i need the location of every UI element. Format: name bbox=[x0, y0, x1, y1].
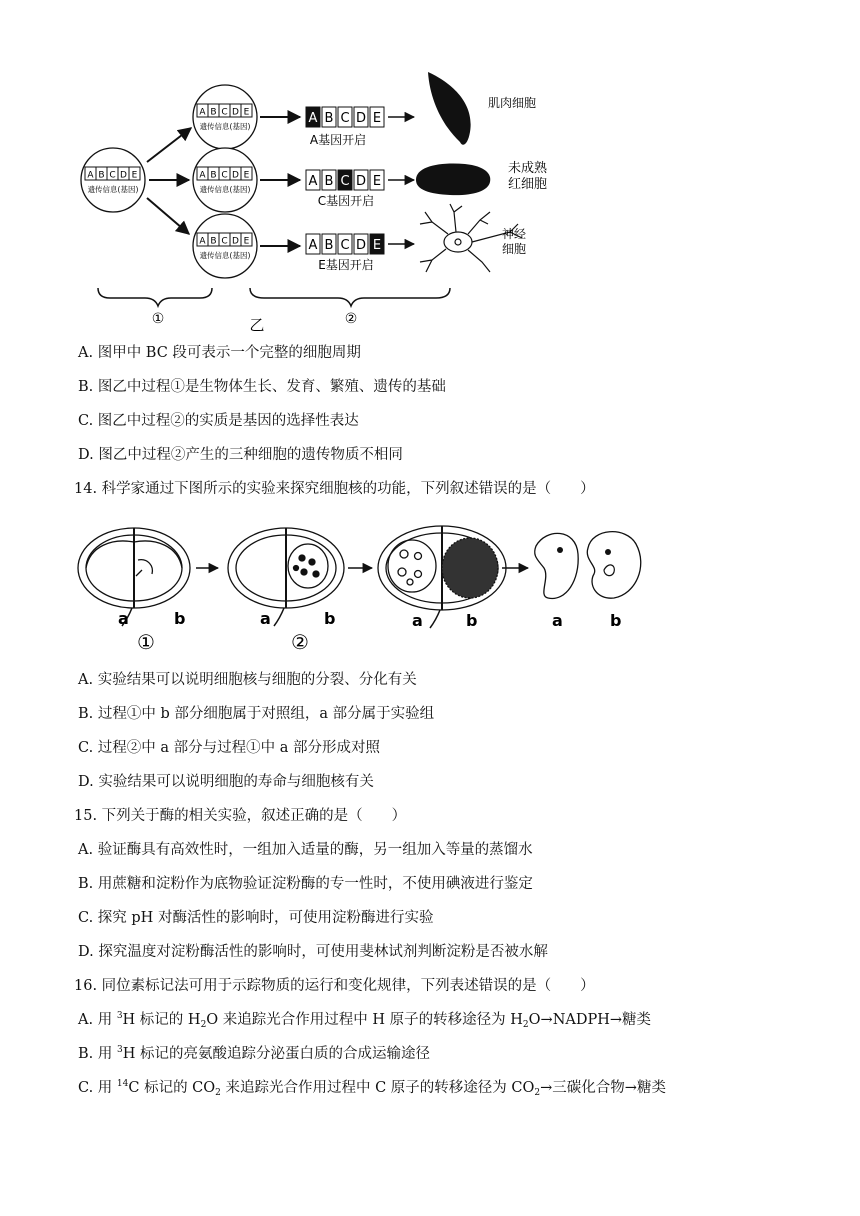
svg-text:D: D bbox=[355, 111, 367, 126]
svg-text:C: C bbox=[221, 107, 228, 118]
svg-text:A: A bbox=[87, 170, 94, 181]
q14-option-b: B. 过程①中 b 部分细胞属于对照组，a 部分属于实验组 bbox=[78, 706, 435, 722]
gene-strip-e-on bbox=[306, 234, 384, 272]
svg-text:B: B bbox=[210, 170, 217, 181]
stage1-step-label: ① bbox=[137, 630, 155, 654]
svg-text:D: D bbox=[120, 170, 127, 181]
svg-text:C: C bbox=[221, 170, 228, 181]
figure-yi-label: 乙 bbox=[249, 316, 265, 334]
daughter-cell-middle bbox=[193, 148, 257, 212]
q16-option-c: C. 用 $^{14}$C 标记的 $CO_2$ 来追踪光合作用过程中 C 原子的转移途径为 $CO_2\to$三碳化合物→糖类 bbox=[78, 1079, 666, 1098]
svg-text:A: A bbox=[308, 238, 318, 253]
q16-option-a: A. 用 $^3$H 标记的 $H_2O$ 来追踪光合作用过程中 H 原子的转移途径为 $H_2O\to NADPH\to$糖类 bbox=[78, 1011, 652, 1030]
svg-text:D: D bbox=[232, 107, 239, 118]
parent-cell-circle bbox=[81, 148, 145, 212]
svg-text:D: D bbox=[355, 174, 367, 189]
stage4-cell-b bbox=[587, 532, 640, 599]
muscle-cell-label: 肌肉细胞 bbox=[488, 96, 537, 110]
svg-text:E: E bbox=[243, 107, 250, 118]
svg-text:E: E bbox=[131, 170, 138, 181]
arrow-to-bottom bbox=[147, 198, 189, 234]
q15-option-c: C. 探究 pH 对酶活性的影响时，可使用淀粉酶进行实验 bbox=[78, 910, 434, 926]
svg-text:A: A bbox=[308, 111, 318, 126]
stage1-label-a: a bbox=[118, 609, 129, 628]
gene-strip-a-on bbox=[306, 107, 384, 147]
gene-strip-c-on bbox=[306, 170, 384, 208]
q15-option-d: D. 探究温度对淀粉酶活性的影响时，可使用斐林试剂判断淀粉是否被水解 bbox=[78, 944, 548, 960]
q16-option-b: B. 用 $^3$H 标记的亮氨酸追踪分泌蛋白质的合成运输途径 bbox=[78, 1045, 430, 1062]
svg-text:D: D bbox=[232, 170, 239, 181]
q13-option-c: C. 图乙中过程②的实质是基因的选择性表达 bbox=[78, 413, 359, 429]
neuron-label-line2: 细胞 bbox=[502, 242, 527, 256]
stage2-label-b: b bbox=[324, 609, 336, 628]
svg-text:A: A bbox=[308, 174, 318, 189]
q13-option-a: A. 图甲中 BC 段可表示一个完整的细胞周期 bbox=[78, 345, 361, 361]
q14-option-a: A. 实验结果可以说明细胞核与细胞的分裂、分化有关 bbox=[78, 672, 417, 688]
stage1-label-b: b bbox=[174, 609, 186, 628]
stage4-label-b: b bbox=[610, 611, 622, 630]
brace-2-label: ② bbox=[344, 311, 358, 327]
svg-text:B: B bbox=[210, 236, 217, 247]
svg-text:A: A bbox=[199, 107, 206, 118]
svg-text:E: E bbox=[243, 170, 250, 181]
parent-box-caption: 遗传信息(基因) bbox=[87, 185, 139, 194]
brace-1-label: ① bbox=[151, 311, 165, 327]
svg-text:C: C bbox=[340, 111, 350, 126]
stage4-cell-a bbox=[535, 533, 578, 598]
gene-a-on-label: A基因开启 bbox=[309, 133, 367, 147]
svg-text:D: D bbox=[232, 236, 239, 247]
figure-nucleus-experiment bbox=[76, 518, 656, 656]
muscle-cell-icon bbox=[428, 72, 471, 145]
svg-text:遗传信息(基因): 遗传信息(基因) bbox=[199, 185, 251, 194]
svg-text:C: C bbox=[109, 170, 116, 181]
brace-process-2 bbox=[250, 288, 450, 306]
rbc-label-line1: 未成熟 bbox=[508, 161, 548, 176]
stage4-label-a: a bbox=[552, 611, 563, 630]
stage3-cell bbox=[378, 526, 506, 628]
svg-text:B: B bbox=[324, 174, 334, 189]
figure-yi bbox=[70, 62, 690, 334]
svg-text:C: C bbox=[340, 174, 350, 189]
neuron-label-line1: 神经 bbox=[502, 227, 527, 241]
rbc-label-line2: 红细胞 bbox=[508, 177, 548, 192]
q15-option-a: A. 验证酶具有高效性时，一组加入适量的酶，另一组加入等量的蒸馏水 bbox=[78, 842, 533, 858]
svg-text:E: E bbox=[372, 174, 382, 189]
svg-text:A: A bbox=[199, 170, 206, 181]
svg-text:B: B bbox=[324, 238, 334, 253]
svg-text:D: D bbox=[355, 238, 367, 253]
svg-text:C: C bbox=[340, 238, 350, 253]
red-blood-cell-icon bbox=[416, 164, 490, 196]
svg-text:E: E bbox=[243, 236, 250, 247]
q14-stem: 14. 科学家通过下图所示的实验来探究细胞核的功能，下列叙述错误的是（ ） bbox=[74, 481, 595, 497]
q13-option-b: B. 图乙中过程①是生物体生长、发育、繁殖、遗传的基础 bbox=[78, 379, 446, 395]
stage3-label-b: b bbox=[466, 611, 478, 630]
daughter-cell-top bbox=[193, 85, 257, 149]
gene-c-on-label: C基因开启 bbox=[317, 194, 375, 208]
svg-text:B: B bbox=[324, 111, 334, 126]
q16-stem: 16. 同位素标记法可用于示踪物质的运行和变化规律，下列表述错误的是（ ） bbox=[74, 978, 595, 994]
stage3-label-a: a bbox=[412, 611, 423, 630]
q14-option-c: C. 过程②中 a 部分与过程①中 a 部分形成对照 bbox=[78, 740, 381, 756]
stage2-step-label: ② bbox=[291, 630, 309, 654]
arrow-to-top bbox=[147, 128, 191, 162]
q13-option-d: D. 图乙中过程②产生的三种细胞的遗传物质不相同 bbox=[78, 447, 403, 463]
q14-option-d: D. 实验结果可以说明细胞的寿命与细胞核有关 bbox=[78, 774, 374, 790]
brace-process-1 bbox=[98, 288, 212, 306]
svg-text:E: E bbox=[372, 111, 382, 126]
daughter-cell-bottom bbox=[193, 214, 257, 278]
gene-e-on-label: E基因开启 bbox=[318, 258, 374, 272]
svg-text:B: B bbox=[98, 170, 105, 181]
q15-option-b: B. 用蔗糖和淀粉作为底物验证淀粉酶的专一性时，不使用碘液进行鉴定 bbox=[78, 876, 533, 892]
svg-text:A: A bbox=[199, 236, 206, 247]
q15-stem: 15. 下列关于酶的相关实验，叙述正确的是（ ） bbox=[74, 808, 407, 824]
parent-gene-boxes bbox=[85, 167, 140, 181]
svg-text:遗传信息(基因): 遗传信息(基因) bbox=[199, 251, 251, 260]
svg-text:C: C bbox=[221, 236, 228, 247]
svg-text:遗传信息(基因): 遗传信息(基因) bbox=[199, 122, 251, 131]
svg-text:E: E bbox=[372, 238, 382, 253]
svg-text:B: B bbox=[210, 107, 217, 118]
stage2-label-a: a bbox=[260, 609, 271, 628]
